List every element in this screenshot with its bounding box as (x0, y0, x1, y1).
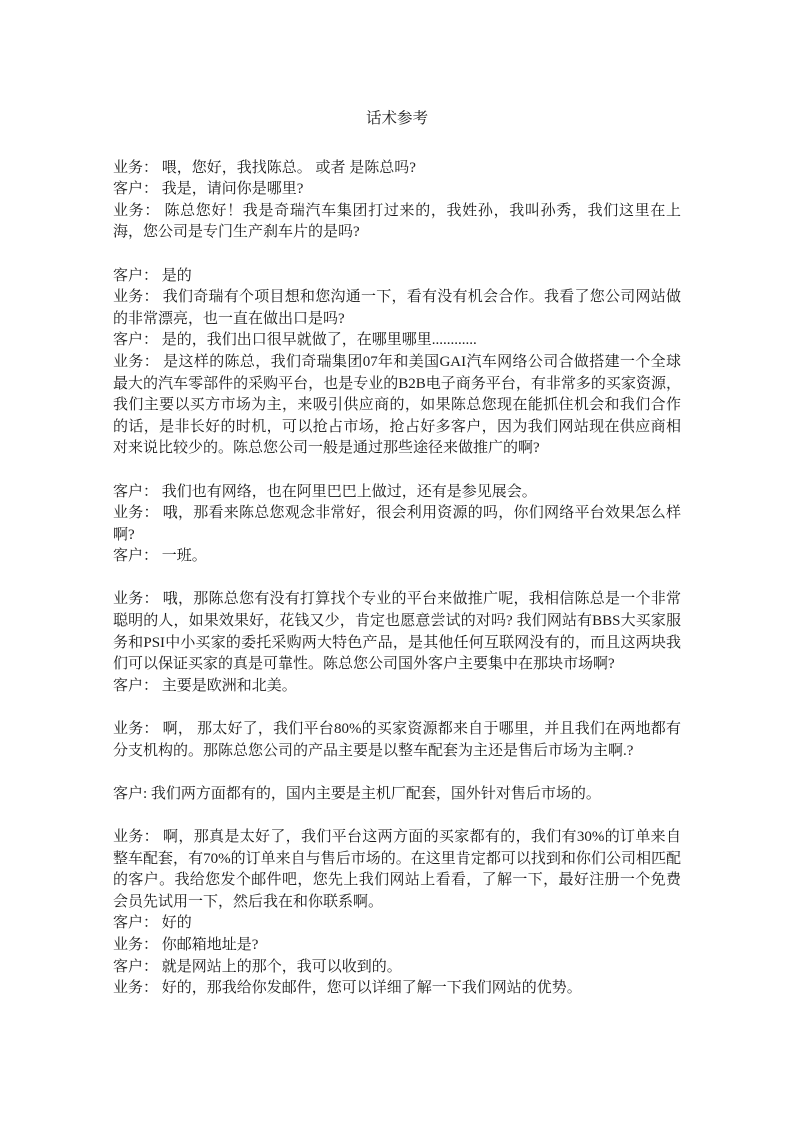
dialogue-paragraph-客户: 客户： 我们也有网络，也在阿里巴巴上做过，还有是参见展会。 (113, 483, 537, 500)
dialogue-paragraph-业务: 业务： 哦，那陈总您有没有打算找个专业的平台来做推广呢，我相信陈总是一个非常聪明的人，如果效果好，花钱又少，肯定也愿意尝试的对吗? 我们网站有BBS大买家服务和PSI中小买家的委托采购两大特色产品，是其他任何互联网没有的，而且这两块我们可以保证买家的真是可靠性。陈总您公司国外客户主要集中在那块市场啊? (113, 591, 681, 673)
dialogue-paragraph-业务: 业务： 陈总您好！我是奇瑞汽车集团打过来的，我姓孙，我叫孙秀，我们这里在上海，您公司是专门生产刹车片的是吗? (113, 202, 681, 241)
dialogue-paragraph-业务: 业务： 啊，那真是太好了，我们平台这两方面的买家都有的，我们有30%的订单来自整车配套，有70%的订单来自与售后市场的。在这里肯定都可以找到和你们公司相匹配的客户。我给您发个邮件吧，您先上我们网站上看看，了解一下，最好注册一个免费会员先试用一下，然后我在和你联系啊。 (113, 829, 681, 910)
document-title: 话术参考 (365, 110, 428, 127)
dialogue-paragraph-客户: 客户： 就是网站上的那个，我可以收到的。 (113, 958, 402, 975)
dialogue-paragraph-业务: 业务： 好的，那我给你发邮件，您可以详细了解一下我们网站的优势。 (113, 980, 582, 997)
dialogue-paragraph-客户: 客户： 好的 (113, 915, 192, 932)
dialogue-paragraph-业务: 业务： 我们奇瑞有个项目想和您沟通一下，看有没有机会合作。我看了您公司网站做的非常漂亮，也一直在做出口是吗? (113, 289, 681, 327)
dialogue-paragraph-业务: 业务： 是这样的陈总，我们奇瑞集团07年和美国GAI汽车网络公司合做搭建一个全球最大的汽车零部件的采购平台，也是专业的B2B电子商务平台，有非常多的买家资源，我们主要以买方市场为主，来吸引供应商的，如果陈总您现在能抓住机会和我们合作的话，是非长好的时机，可以抢占市场，抢占好多客户，因为我们网站现在供应商相对来说比较少的。陈总您公司一般是通过那些途径来做推广的啊? (113, 353, 681, 457)
dialogue-paragraph-业务: 业务： 啊， 那太好了，我们平台80%的买家资源都来自于哪里，并且我们在两地都有分支机构的。那陈总您公司的产品主要是以整车配套为主还是售后市场为主啊.? (113, 721, 681, 759)
dialogue-paragraph-客户: 客户: 我们两方面都有的，国内主要是主机厂配套，国外针对售后市场的。 (113, 785, 601, 802)
dialogue-paragraph-客户: 客户： 是的，我们出口很早就做了，在哪里哪里............ (113, 332, 477, 349)
dialogue-paragraph-客户: 客户： 我是，请问你是哪里? (113, 181, 304, 198)
dialogue-paragraph-客户: 客户： 主要是欧洲和北美。 (113, 677, 297, 694)
dialogue-content (113, 158, 681, 1000)
dialogue-paragraph-业务: 业务： 哦，那看来陈总您观念非常好，很会利用资源的吗，你们网络平台效果怎么样啊? (113, 505, 681, 543)
dialogue-paragraph-客户: 客户： 一班。 (113, 548, 207, 565)
dialogue-paragraph-业务: 业务： 你邮箱地址是? (113, 936, 259, 953)
dialogue-paragraph-客户: 客户： 是的 (113, 267, 192, 284)
dialogue-paragraph-业务: 业务： 喂，您好，我找陈总。 或者 是陈总吗? (113, 159, 416, 176)
